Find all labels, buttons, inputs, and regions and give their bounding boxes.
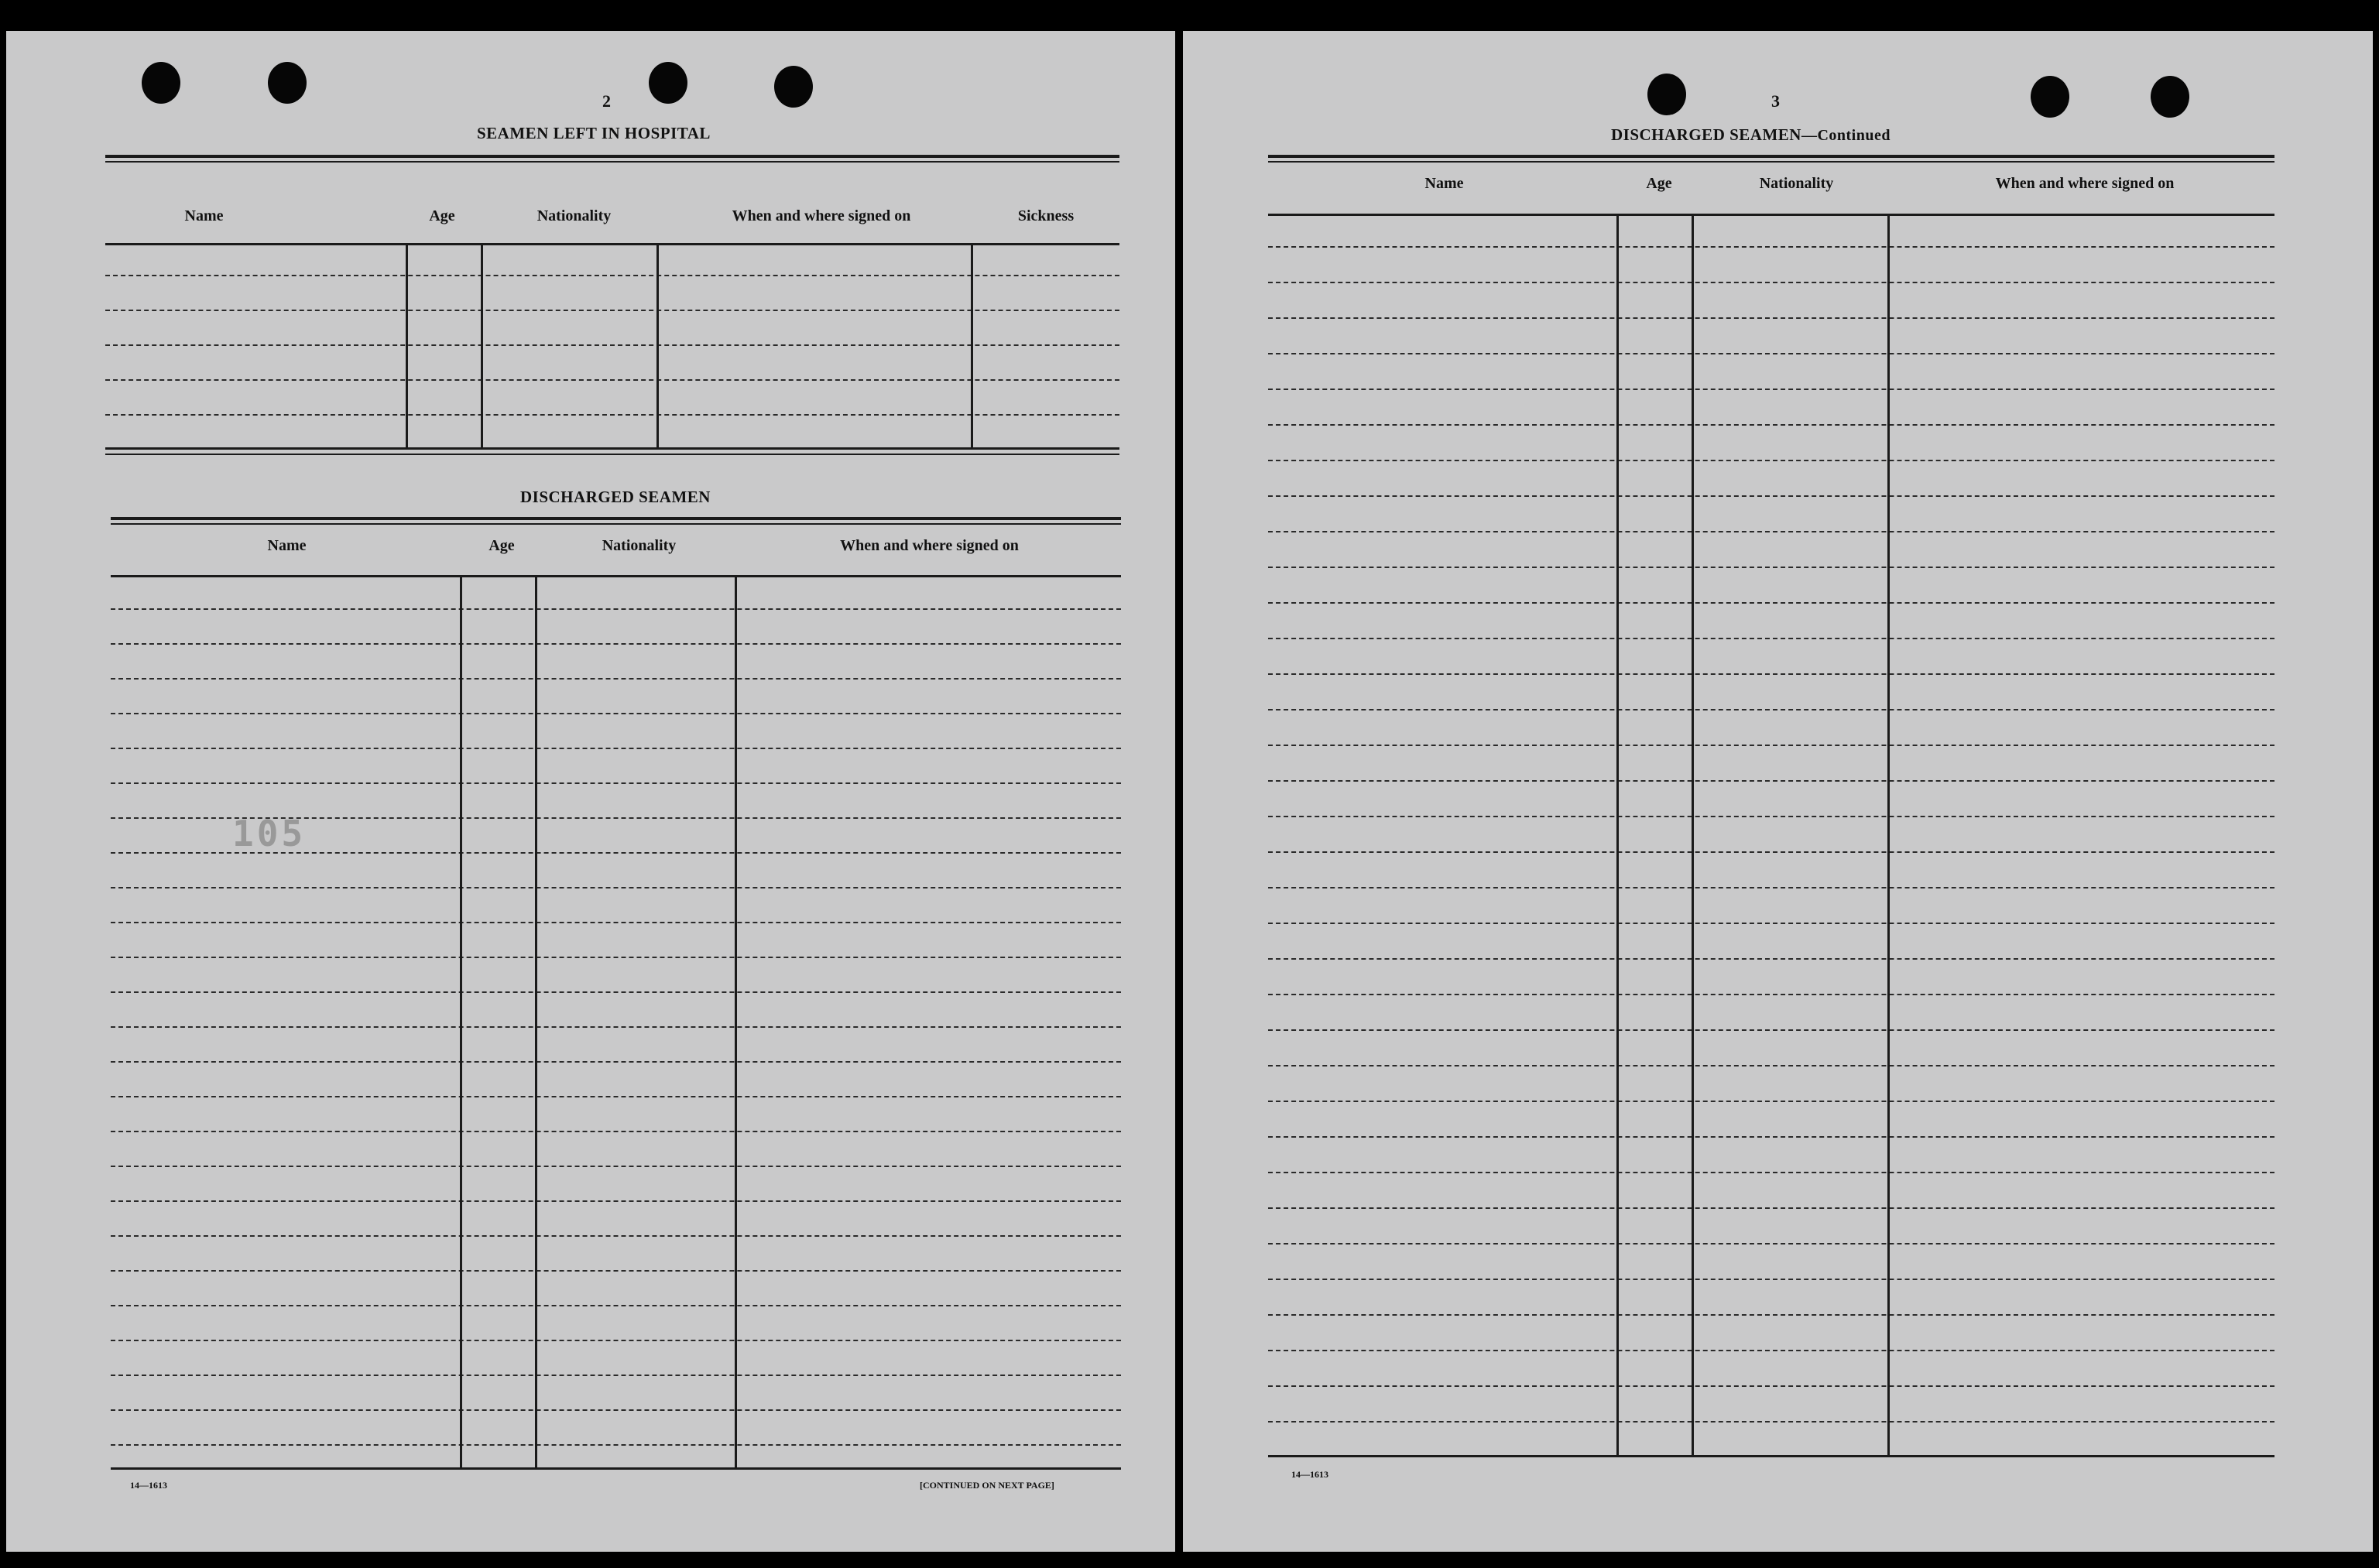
column-header-age: Age [488,537,515,554]
table-row [1268,958,2274,960]
punch-hole [2031,76,2069,118]
column-header-signed-on: When and where signed on [732,207,911,224]
left-page [6,31,1175,1552]
table-row [1268,923,2274,924]
table-row [1268,353,2274,354]
punch-hole [1647,74,1686,115]
table-row [111,1270,1121,1272]
table-row [111,1305,1121,1306]
table-row [1268,317,2274,319]
table-row [1268,1172,2274,1173]
stamp-number: 105 [232,813,307,854]
table-row [111,608,1121,610]
table-row [111,957,1121,958]
discharged-continued-table [1268,155,2274,1463]
table-row [1268,531,2274,532]
table-row [111,922,1121,923]
page-number: 2 [602,91,611,111]
table-row [111,1375,1121,1376]
table-row [1268,673,2274,675]
discharged-continued-title [1611,125,1891,145]
discharged-section-title: DISCHARGED SEAMEN [520,488,711,506]
table-row [1268,389,2274,390]
table-row [1268,745,2274,746]
table-row [1268,1314,2274,1316]
form-number: 14—1613 [1291,1469,1328,1480]
table-row [111,782,1121,784]
punch-hole [774,66,813,108]
column-header-age: Age [429,207,455,224]
page-number: 3 [1771,91,1780,111]
hospital-section-title: SEAMEN LEFT IN HOSPITAL [477,124,711,142]
continued-note: [CONTINUED ON NEXT PAGE] [920,1480,1054,1491]
table-row [111,1340,1121,1341]
form-number: 14—1613 [130,1480,167,1491]
column-header-nationality: Nationality [1759,175,1834,192]
table-row [1268,709,2274,710]
column-header-signed-on: When and where signed on [840,537,1019,554]
table-row [111,1061,1121,1063]
table-row [1268,567,2274,568]
punch-hole [2151,76,2189,118]
table-row [111,748,1121,749]
table-row [111,1235,1121,1237]
punch-hole [649,62,687,104]
table-row [1268,638,2274,639]
right-page [1183,31,2373,1552]
column-header-signed-on: When and where signed on [1995,175,2175,192]
column-header-name: Name [1424,175,1464,192]
table-row [1268,994,2274,995]
table-row [111,1200,1121,1202]
table-row [111,1131,1121,1132]
column-header-nationality: Nationality [602,537,677,554]
table-row [111,1444,1121,1446]
section-title-suffix: —Continued [1801,127,1891,144]
table-row [1268,851,2274,853]
table-row [1268,1350,2274,1351]
punch-hole [142,62,180,104]
column-header-name: Name [184,207,224,224]
table-row [1268,887,2274,888]
column-header-age: Age [1646,175,1672,192]
table-row [111,1026,1121,1028]
table-row [1268,1421,2274,1422]
table-row [1268,460,2274,461]
table-row [1268,1385,2274,1387]
table-row [1268,816,2274,817]
table-row [1268,1136,2274,1138]
table-row [1268,495,2274,497]
punch-hole [268,62,307,104]
table-row [111,1166,1121,1167]
table-row [1268,1243,2274,1244]
table-row [111,678,1121,680]
column-header-name: Name [267,537,307,554]
table-row [111,1096,1121,1097]
table-row [1268,602,2274,604]
column-header-nationality: Nationality [536,207,612,224]
table-row [1268,1279,2274,1280]
hospital-table [105,155,1119,464]
table-row [1268,424,2274,426]
table-row [111,713,1121,714]
table-row [1268,780,2274,782]
table-row [111,643,1121,645]
table-row [111,991,1121,993]
table-row [1268,1207,2274,1209]
table-row [1268,246,2274,248]
column-header-sickness: Sickness [1017,207,1075,224]
table-row [1268,1029,2274,1031]
discharged-table [111,517,1121,1477]
table-row [111,1409,1121,1411]
table-row [1268,1101,2274,1102]
table-row [1268,282,2274,283]
section-title-text: DISCHARGED SEAMEN [1611,125,1801,144]
table-row [111,887,1121,888]
table-row [1268,1065,2274,1066]
